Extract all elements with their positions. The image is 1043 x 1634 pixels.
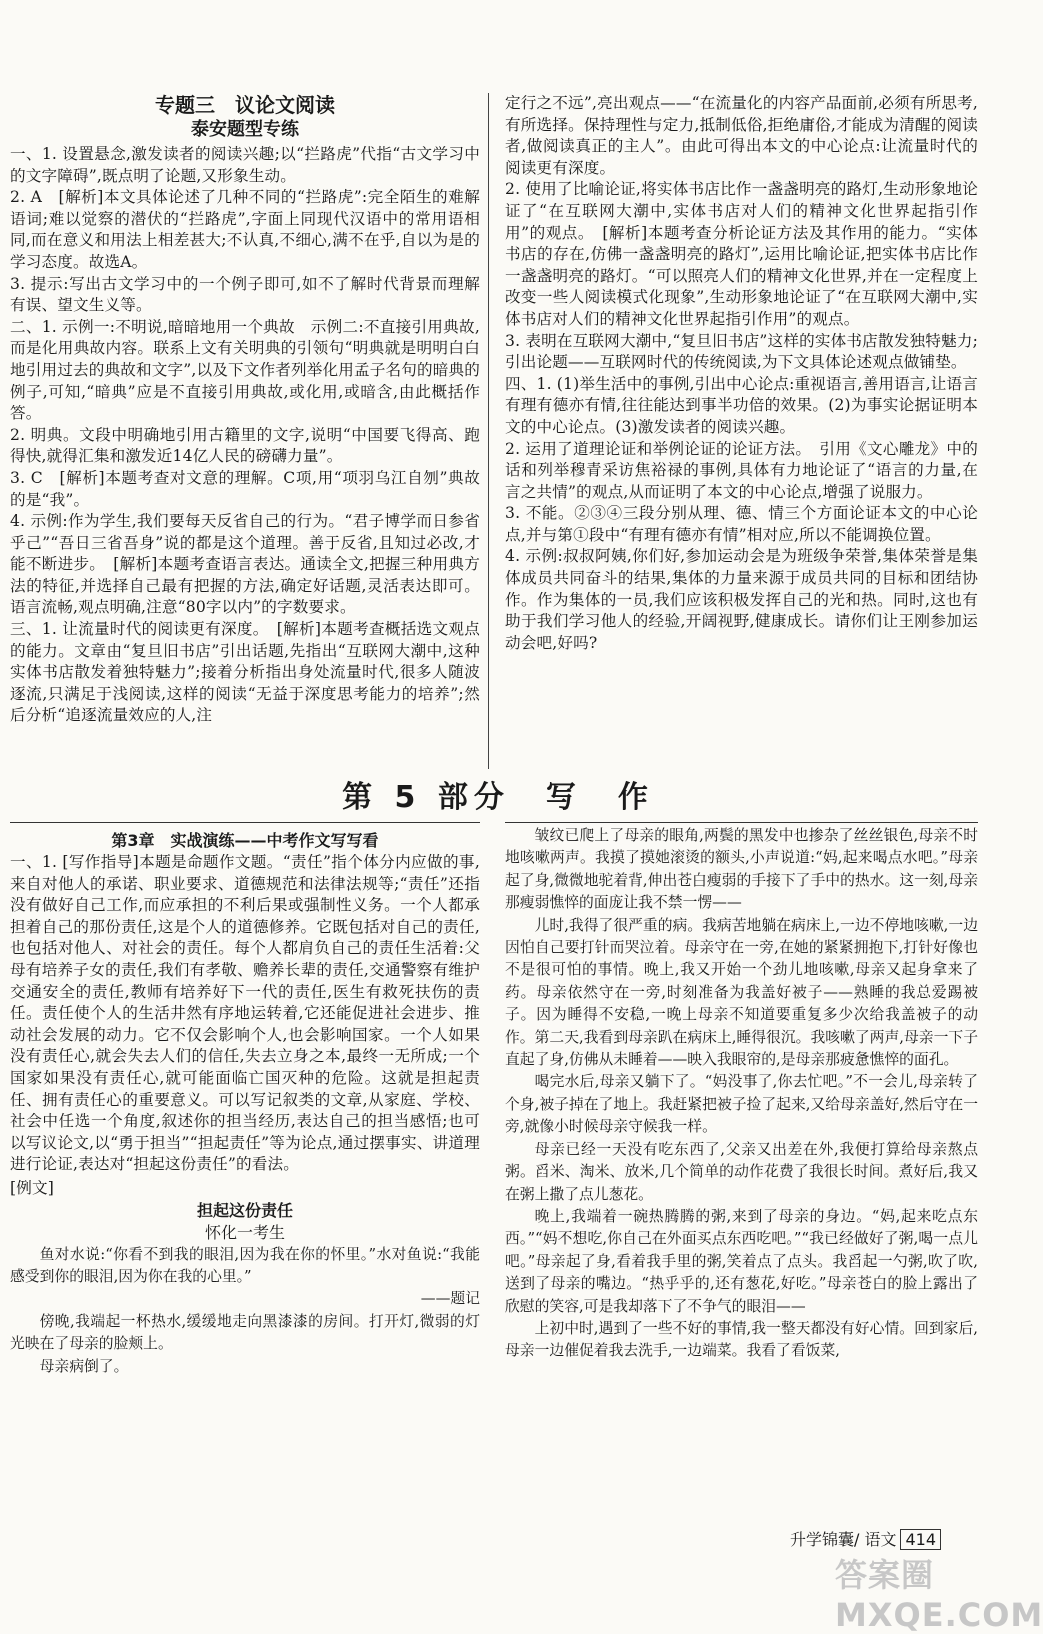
answer-item: 3. 不能。②③④三段分别从理、德、情三个方面论证本文的中心论点,并与第①段中“有理有德亦有情”相对应,所以不能调换位置。 bbox=[505, 504, 978, 544]
answer-item: 三、1. 让流量时代的阅读更有深度。 [解析]本题考查概括选文观点的能力。文章由“复旦旧书店”引出话题,先指出“互联网大潮中,这种实体书店散发着独特魅力”;接着分析指出身处流量时代,很多人随波逐流,只满足于浅阅读,这样的阅读“无益于深度思考能力的培养”;然后分析“追逐流量效应的人,注 bbox=[10, 620, 480, 725]
answer-item: 3. 提示:写出古文学习中的一个例子即可,如不了解时代背景而理解有误、望文生义等。 bbox=[10, 274, 480, 315]
essay-paragraph: 儿时,我得了很严重的病。我病苦地躺在病床上,一边不停地咳嗽,一边因怕自己要打针而哭泣着。母亲守在一旁,在她的紧紧拥抱下,打针好像也不是很可怕的事情。晚上,我又开始一个劲儿地咳嗽,母亲又起身拿来了药。母亲依然守在一旁,时刻准备为我盖好被子——熟睡的我总爱踢被子。因为睡得不安稳,一晚上母亲不知道要重复多少次给我盖被子的动作。第二天,我看到母亲趴在病床上,睡得很沉。我咳嗽了两声,母亲一下子直起了身,仿佛从未睡着——映入我眼帘的,是母亲那疲惫憔悴的面孔。 bbox=[505, 916, 978, 1069]
watermark: 答案圈 MXQE.COM bbox=[835, 1556, 1043, 1634]
example-label: [例文] bbox=[10, 1178, 54, 1197]
book-name: 升学锦囊/ 语文 bbox=[790, 1530, 897, 1549]
top-right-column bbox=[505, 93, 978, 654]
topic-title: 专题三 议论文阅读 bbox=[155, 93, 335, 117]
answer-item: 4. 示例:作为学生,我们要每天反省自己的行为。“君子博学而日参省乎己”“吾日三省吾身”说的都是这个道理。善于反省,且知过必改,才能不断进步。 [解析]本题考查语言表达。通读全文,把握三种用典方法的特征,并选择自己最有把握的方法,确定好话题,灵活表达即可。语言流畅,观点明确,注意“80字以内”的字数要求。 bbox=[10, 512, 480, 617]
topic-subtitle: 泰安题型专练 bbox=[191, 119, 299, 140]
section-rule-left bbox=[10, 822, 480, 823]
bottom-right-column bbox=[505, 825, 978, 1363]
answer-item: 二、1. 示例一:不明说,暗暗地用一个典故 示例二:不直接引用典故,而是化用典故内容。联系上文有关明典的引领句“明典就是明明白白地引用过去的典故和文字”,以及下文作者列举化用孟子名句的暗典的例子,可知,“暗典”应是不直接引用典故,或化用,或暗含,由此概括作答。 bbox=[10, 317, 480, 423]
bottom-left-column bbox=[10, 830, 480, 1378]
page-number: 414 bbox=[900, 1529, 941, 1550]
answer-item: 四、1. (1)举生活中的事例,引出中心论点:重视语言,善用语言,让语言有理有德亦有情,往往能达到事半功倍的效果。(2)为事实论据证明本文的中心论点。(3)激发读者的阅读兴趣。 bbox=[505, 374, 978, 436]
epigraph-source: ——题记 bbox=[420, 1290, 480, 1308]
chapter-title: 第3章 实战演练——中考作文写写看 bbox=[111, 831, 379, 850]
essay-paragraph: 母亲已经一天没有吃东西了,父亲又出差在外,我便打算给母亲熬点粥。舀米、淘米、放米,几个简单的动作花费了我很长时间。煮好后,我又在粥上撒了点儿葱花。 bbox=[505, 1140, 978, 1203]
essay-paragraph: 皱纹已爬上了母亲的眼角,两鬓的黑发中也掺杂了丝丝银色,母亲不时地咳嗽两声。我摸了摸她滚烫的额头,小声说道:“妈,起来喝点水吧。”母亲起了身,微微地驼着背,伸出苍白瘦弱的手接下了手中的热水。这一刻,母亲那瘦弱憔悴的面庞让我不禁一愣—— bbox=[505, 827, 978, 912]
top-left-column bbox=[10, 92, 480, 727]
answer-item: 定行之不远”,亮出观点——“在流量化的内容产品面前,必须有所思考,有所选择。保持理性与定力,抵制低俗,拒绝庸俗,才能成为清醒的阅读者,做阅读真正的主人”。由此可得出本文的中心论点:让流量时代的阅读更有深度。 bbox=[505, 94, 978, 177]
section-title: 第 5 部分 写 作 bbox=[342, 780, 654, 815]
answer-item: 3. 表明在互联网大潮中,“复旦旧书店”这样的实体书店散发独特魅力;引出论题——互联网时代的传统阅读,为下文具体论述观点做铺垫。 bbox=[505, 331, 978, 372]
answer-item: 2. 使用了比喻论证,将实体书店比作一盏盏明亮的路灯,生动形象地论证了“在互联网大潮中,实体书店对人们的精神文化世界起指引作用”的观点。 [解析]本题考查分析论证方法及其作用的能力。“实体书店的存在,仿佛一盏盏明亮的路灯”,运用比喻论证,把实体书店比作一盏盏明亮的路灯。“可以照亮人们的精神文化世界,并在一定程度上改变一些人阅读模式化现象”,生动形象地论证了“在互联网大潮中,实体书店对人们的精神文化世界起指引作用”的观点。 bbox=[505, 180, 978, 328]
essay-author: 怀化一考生 bbox=[204, 1222, 285, 1242]
essay-paragraph: 傍晚,我端起一杯热水,缓缓地走向黑漆漆的房间。打开灯,微弱的灯光映在了母亲的脸颊上。 bbox=[10, 1312, 480, 1353]
column-divider bbox=[488, 93, 489, 769]
answer-item: 2. A [解析]本文具体论述了几种不同的“拦路虎”:完全陌生的难解语词;难以觉察的潜伏的“拦路虎”,字面上同现代汉语中的常用语相同,而在意义和用法上相差甚大;不认真,不细心,满不在乎,自以为是的学习态度。故选A。 bbox=[10, 188, 480, 271]
essay-paragraph: 喝完水后,母亲又躺下了。“妈没事了,你去忙吧。”不一会儿,母亲转了个身,被子掉在了地上。我赶紧把被子捡了起来,又给母亲盖好,然后守在一旁,就像小时候母亲守候我一样。 bbox=[505, 1073, 978, 1136]
essay-paragraph: 母亲病倒了。 bbox=[39, 1357, 129, 1375]
answer-item: 2. 运用了道理论证和举例论证的论证方法。 引用《文心雕龙》中的话和列举穆青采访焦裕禄的事例,具体有力地论证了“语言的力量,在言之共情”的观点,从而证明了本文的中心论点,增强了说服力。 bbox=[505, 439, 978, 501]
essay-paragraph: 晚上,我端着一碗热腾腾的粥,来到了母亲的身边。“妈,起来吃点东西。”“妈不想吃,你自己在外面买点东西吃吧。”“我已经做好了粥,喝一点儿吧。”母亲起了身,看着我手里的粥,笑着点了点头。我舀起一勺粥,吹了吹,送到了母亲的嘴边。“热乎乎的,还有葱花,好吃。”母亲苍白的脸上露出了欣慰的笑容,可是我却落下了不争气的眼泪—— bbox=[505, 1207, 978, 1315]
essay-paragraph: 上初中时,遇到了一些不好的事情,我一整天都没有好心情。回到家后,母亲一边催促着我去洗手,一边端菜。我看了看饭菜, bbox=[505, 1319, 978, 1360]
essay-epigraph: 鱼对水说:“你看不到我的眼泪,因为我在你的怀里。”水对鱼说:“我能感受到你的眼泪,因为你在我的心里。” bbox=[10, 1245, 480, 1285]
answer-item: 2. 明典。文段中明确地引用古籍里的文字,说明“中国要飞得高、跑得快,就得汇集和激发近14亿人民的磅礴力量”。 bbox=[10, 425, 480, 466]
answer-item: 3. C [解析]本题考查对文意的理解。C项,用“项羽乌江自刎”典故的是“我”。 bbox=[10, 468, 480, 509]
answer-item: 4. 示例:叔叔阿姨,你们好,参加运动会是为班级争荣誉,集体荣誉是集体成员共同奋斗的结果,集体的力量来源于成员共同的目标和团结协作。作为集体的一员,我们应该积极发挥自己的光和热。同时,这也有助于我们学习他人的经验,开阔视野,健康成长。请你们让王刚参加运动会吧,好吗? bbox=[505, 547, 978, 652]
writing-guide: 一、1. [写作指导]本题是命题作文题。“责任”指个体分内应做的事,来自对他人的承诺、职业要求、道德规范和法律法规等;“责任”还指没有做好自己工作,而应承担的不利后果或强制性义务。一个人都承担着自己的那份责任,这是个人的道德修养。它既包括对自己的责任,也包括对他人、对社会的责任。每个人都肩负自己的责任生活着:父母有培养子女的责任,我们有孝敬、赡养长辈的责任,交通警察有维护交通安全的责任,教师有培养好下一代的责任,医生有救死扶伤的责任。责任使个人的生活井然有序地运转着,它还能促进社会进步、推动社会发展的动力。它不仅会影响个人,也会影响国家。一个人如果没有责任心,就会失去人们的信任,失去立身之本,最终一无所成;一个国家如果没有责任心,就可能面临亡国灭种的危险。这就是担起责任、拥有责任心的重要意义。可以写记叙类的文章,从家庭、学校、社会中任选一个角度,叙述你的担当经历,表达自己的担当感悟;也可以写议论文,以“勇于担当”“担起责任”等为论点,通过摆事实、讲道理进行论证,表达对“担起这份责任”的看法。 bbox=[10, 853, 480, 1174]
page-footer bbox=[790, 1527, 941, 1550]
essay-title: 担起这份责任 bbox=[196, 1200, 293, 1220]
answer-item: 一、1. 设置悬念,激发读者的阅读兴趣;以“拦路虎”代指“古文学习中的文字障碍”,既点明了论题,又形象生动。 bbox=[10, 145, 480, 185]
section-rule-right bbox=[505, 822, 978, 823]
